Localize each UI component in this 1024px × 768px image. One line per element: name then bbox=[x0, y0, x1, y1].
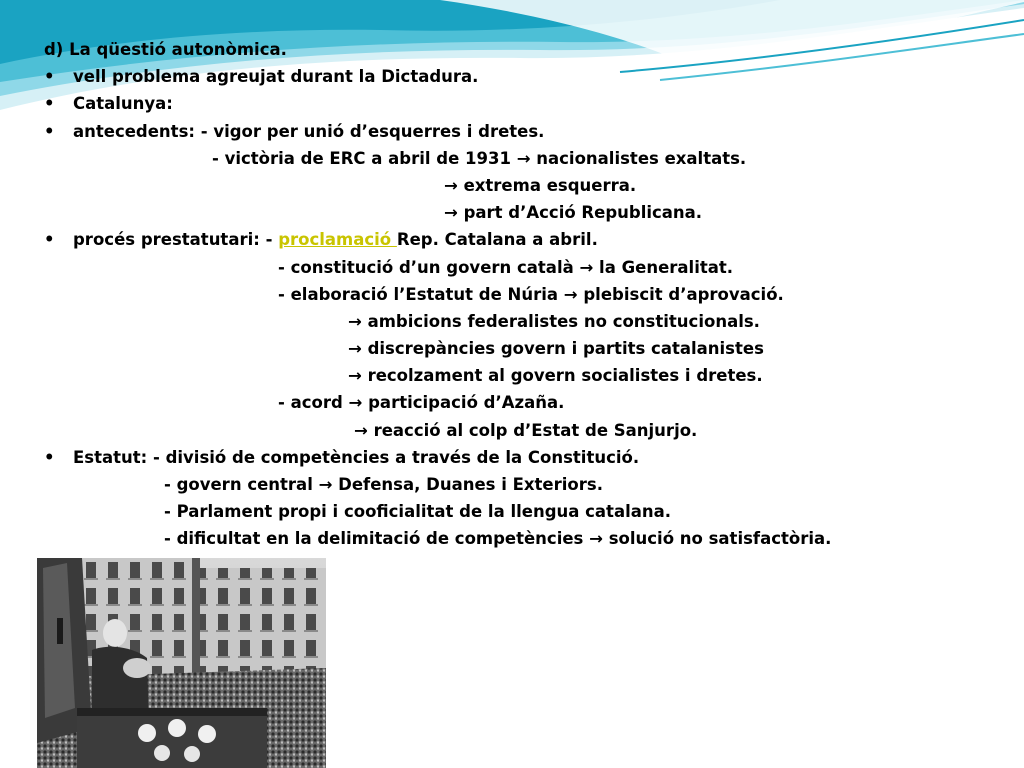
arrow-right-icon: → bbox=[589, 529, 603, 549]
line-5: → extrema esquerra. bbox=[444, 175, 637, 195]
line-8: - constitució d’un govern català → la Generalitat. bbox=[278, 257, 734, 277]
line-17: - Parlament propi i cooficialitat de la llengua catalana. bbox=[164, 502, 672, 522]
slide-text bbox=[44, 36, 1004, 553]
line-6: → part d’Acció Republicana. bbox=[444, 203, 703, 223]
arrow-right-icon: → bbox=[516, 148, 531, 168]
line-16: - govern central → Defensa, Duanes i Exteriors. bbox=[164, 475, 603, 494]
arrow-right-icon: → bbox=[444, 175, 458, 195]
arrow-right-icon: → bbox=[444, 203, 458, 223]
line-11: → discrepàncies govern i partits catalanistes bbox=[348, 339, 764, 359]
line-1: • vell problema agreujat durant la Dictadura. bbox=[44, 63, 1004, 90]
line-14: → reacció al colp d’Estat de Sanjurjo. bbox=[354, 420, 698, 440]
line-3: • antecedents: - vigor per unió d’esquerres i dretes. bbox=[44, 118, 1004, 145]
line-18: - dificultat en la delimitació de competències → solució no satisfactòria. bbox=[164, 529, 832, 549]
bullet-icon: • bbox=[44, 230, 55, 250]
slide-heading: d) La qüestió autonòmica. bbox=[44, 40, 287, 59]
line-7: • procés prestatutari: - proclamació Rep. Catalana a abril. bbox=[44, 226, 1004, 253]
arrow-right-icon: → bbox=[579, 257, 594, 277]
arrow-right-icon: → bbox=[318, 475, 333, 494]
line-4: - victòria de ERC a abril de 1931 → nacionalistes exaltats. bbox=[212, 148, 747, 168]
arrow-right-icon: → bbox=[348, 393, 363, 413]
arrow-right-icon: → bbox=[563, 284, 578, 304]
proclamacio-link[interactable]: proclamació bbox=[278, 230, 397, 250]
historical-photo bbox=[37, 558, 326, 768]
arrow-right-icon: → bbox=[348, 311, 362, 331]
line-13: - acord → participació d’Azaña. bbox=[278, 393, 565, 413]
line-10: → ambicions federalistes no constitucionals. bbox=[348, 311, 760, 331]
arrow-right-icon: → bbox=[348, 366, 362, 386]
line-12: → recolzament al govern socialistes i dretes. bbox=[348, 366, 763, 386]
bullet-icon: • bbox=[44, 447, 55, 467]
bullet-icon: • bbox=[44, 121, 55, 141]
line-15: • Estatut: - divisió de competències a través de la Constitució. bbox=[44, 444, 1004, 471]
bullet-icon: • bbox=[44, 67, 55, 87]
bullet-icon: • bbox=[44, 94, 55, 114]
arrow-right-icon: → bbox=[354, 420, 368, 440]
line-2: • Catalunya: bbox=[44, 90, 1004, 117]
arrow-right-icon: → bbox=[348, 339, 362, 359]
line-9: - elaboració l’Estatut de Núria → plebiscit d’aprovació. bbox=[278, 284, 784, 304]
